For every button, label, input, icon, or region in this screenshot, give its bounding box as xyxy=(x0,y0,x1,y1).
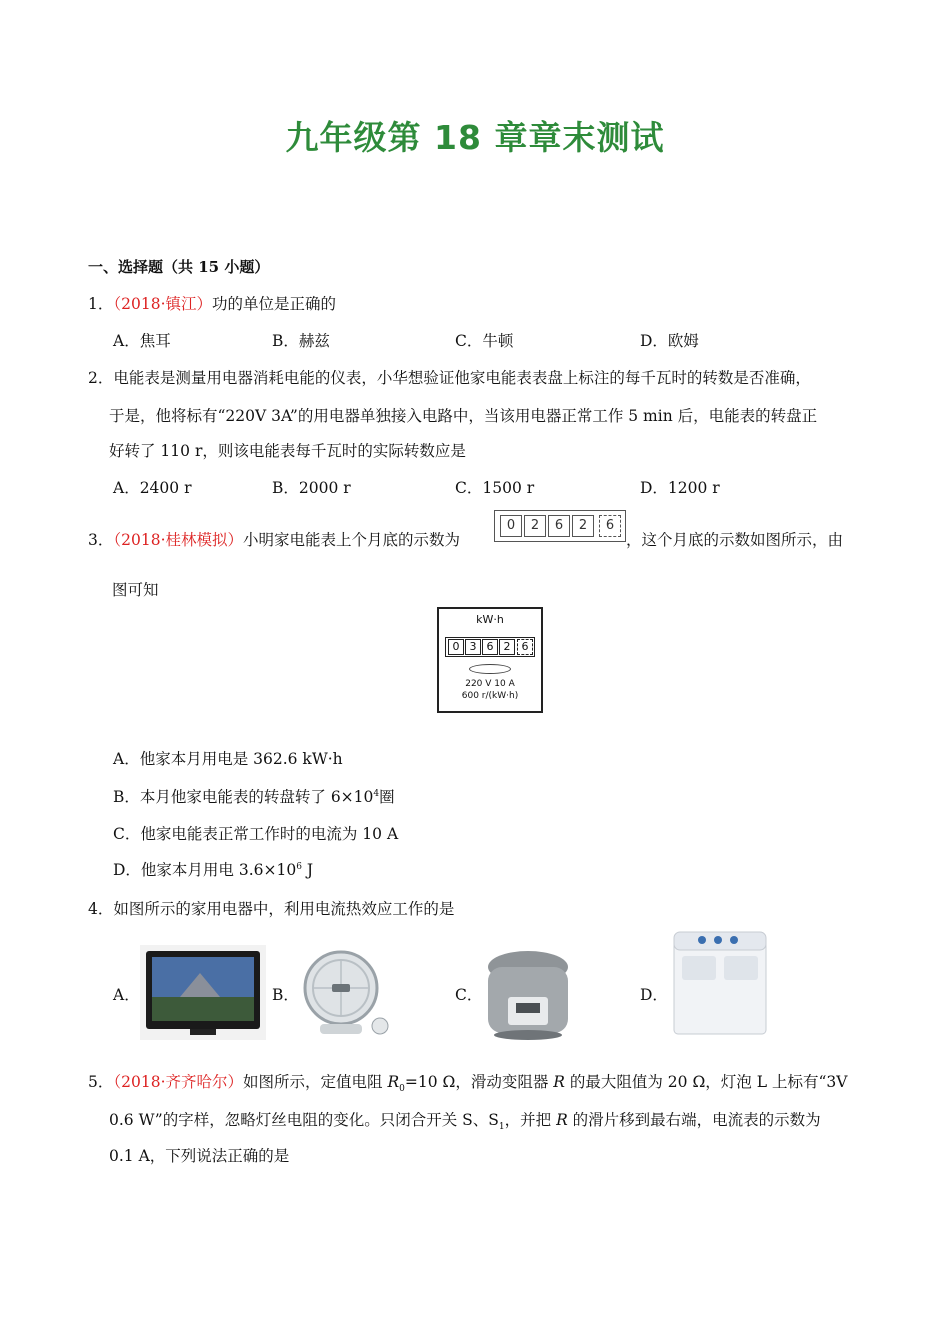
question-5-line-3: 0.1 A，下列说法正确的是 xyxy=(109,1147,290,1165)
meter-spec-rate: 600 r/(kW·h) xyxy=(461,691,519,701)
meter-digits xyxy=(445,637,535,657)
question-text: 电能表是测量用电器消耗电能的仪表，小华想验证他家电能表表盘上标注的每千瓦时的转数是否准确， xyxy=(113,369,811,387)
subscript: 0 xyxy=(399,1084,405,1095)
option-text: B．本月他家电能表的转盘转了 6×10 xyxy=(113,788,374,806)
question-3-line-1a xyxy=(88,528,460,550)
q3-option-d xyxy=(113,858,313,880)
meter-digit: 2 xyxy=(524,515,546,537)
meter-spec-voltage: 220 V 10 A xyxy=(465,679,515,689)
meter-unit: kW·h xyxy=(476,613,504,626)
meter-digit: 6 xyxy=(548,515,570,537)
meter-digit: 2 xyxy=(572,515,594,537)
question-text: 0.6 W”的字样，忽略灯丝电阻的变化。只闭合开关 S、S xyxy=(109,1111,499,1129)
question-text: 如图所示，定值电阻 xyxy=(243,1073,388,1091)
variable: R xyxy=(387,1073,400,1091)
question-2-line-3: 好转了 110 r，则该电能表每千瓦时的实际转数应是 xyxy=(109,442,466,460)
question-5-line-2 xyxy=(109,1108,821,1132)
superscript: 4 xyxy=(373,788,380,799)
question-2-line-1 xyxy=(88,366,811,388)
q2-option-d: D．1200 r xyxy=(640,479,720,497)
q4-option-a: A． xyxy=(113,986,140,1004)
question-1 xyxy=(88,292,336,314)
meter-digit-decimal: 6 xyxy=(599,515,621,537)
question-source: （2018·齐齐哈尔） xyxy=(113,1073,243,1091)
question-3-line-1b: ，这个月底的示数如图所示，由 xyxy=(626,531,844,549)
meter-digit: 0 xyxy=(448,639,464,655)
variable: R xyxy=(553,1073,565,1091)
page-title: 九年级第 18 章章末测试 xyxy=(285,118,665,157)
q1-option-a: A．焦耳 xyxy=(113,332,171,350)
question-4 xyxy=(88,897,454,919)
meter-digit: 2 xyxy=(499,639,515,655)
electric-meter-figure xyxy=(437,607,543,713)
question-5-line-1 xyxy=(88,1070,847,1094)
question-number: 1． xyxy=(88,295,114,313)
section-heading: 一、选择题（共 15 小题） xyxy=(88,258,270,276)
question-2-line-2: 于是，他将标有“220V 3A”的用电器单独接入电路中，当该用电器正常工作 5 min 后，电能表的转盘正 xyxy=(109,407,818,425)
meter-digit: 3 xyxy=(465,639,481,655)
q1-option-b: B．赫兹 xyxy=(272,332,330,350)
meter-digit-decimal: 6 xyxy=(517,639,533,655)
q4-option-c: C． xyxy=(455,986,483,1004)
question-source: （2018·桂林模拟） xyxy=(113,531,243,549)
option-text: D．他家本月用电 3.6×10 xyxy=(113,861,297,879)
q1-option-c: C．牛顿 xyxy=(455,332,514,350)
question-text: =10 Ω，滑动变阻器 xyxy=(404,1073,554,1091)
question-number: 2． xyxy=(88,369,114,387)
question-text: 如图所示的家用电器中，利用电流热效应工作的是 xyxy=(113,900,455,918)
q2-option-c: C．1500 r xyxy=(455,479,535,497)
question-number: 5． xyxy=(88,1073,114,1091)
television-image xyxy=(140,945,266,1040)
rice-cooker-image xyxy=(482,945,574,1043)
q3-option-a: A．他家本月用电是 362.6 kW·h xyxy=(113,750,343,768)
q3-option-b xyxy=(113,785,395,807)
meter-digit: 6 xyxy=(482,639,498,655)
question-text: ，并把 xyxy=(504,1111,557,1129)
question-3-line-2: 图可知 xyxy=(112,581,159,599)
q1-option-d: D．欧姆 xyxy=(640,332,699,350)
question-source: （2018·镇江） xyxy=(113,295,212,313)
washing-machine-image xyxy=(668,926,772,1038)
question-text: 的最大阻值为 20 Ω，灯泡 L 上标有“3V xyxy=(564,1073,848,1091)
question-number: 3． xyxy=(88,531,114,549)
meter-disc-icon xyxy=(469,664,511,674)
question-text: 的滑片移到最右端，电流表的示数为 xyxy=(567,1111,821,1129)
q2-option-b: B．2000 r xyxy=(272,479,351,497)
variable: R xyxy=(556,1111,568,1129)
q2-option-a: A．2400 r xyxy=(113,479,192,497)
meter-digit: 0 xyxy=(500,515,522,537)
question-text: 小明家电能表上个月底的示数为 xyxy=(243,531,461,549)
q4-option-d: D． xyxy=(640,986,668,1004)
fan-image xyxy=(296,948,396,1042)
superscript: 6 xyxy=(296,861,302,872)
question-number: 4． xyxy=(88,900,114,918)
option-text: J xyxy=(301,861,314,879)
last-month-meter-reading xyxy=(494,510,626,542)
subscript: 1 xyxy=(498,1122,505,1133)
q4-option-b: B． xyxy=(272,986,299,1004)
question-text: 功的单位是正确的 xyxy=(212,295,337,313)
q3-option-c: C．他家电能表正常工作时的电流为 10 A xyxy=(113,825,399,843)
option-text: 圈 xyxy=(379,788,395,806)
